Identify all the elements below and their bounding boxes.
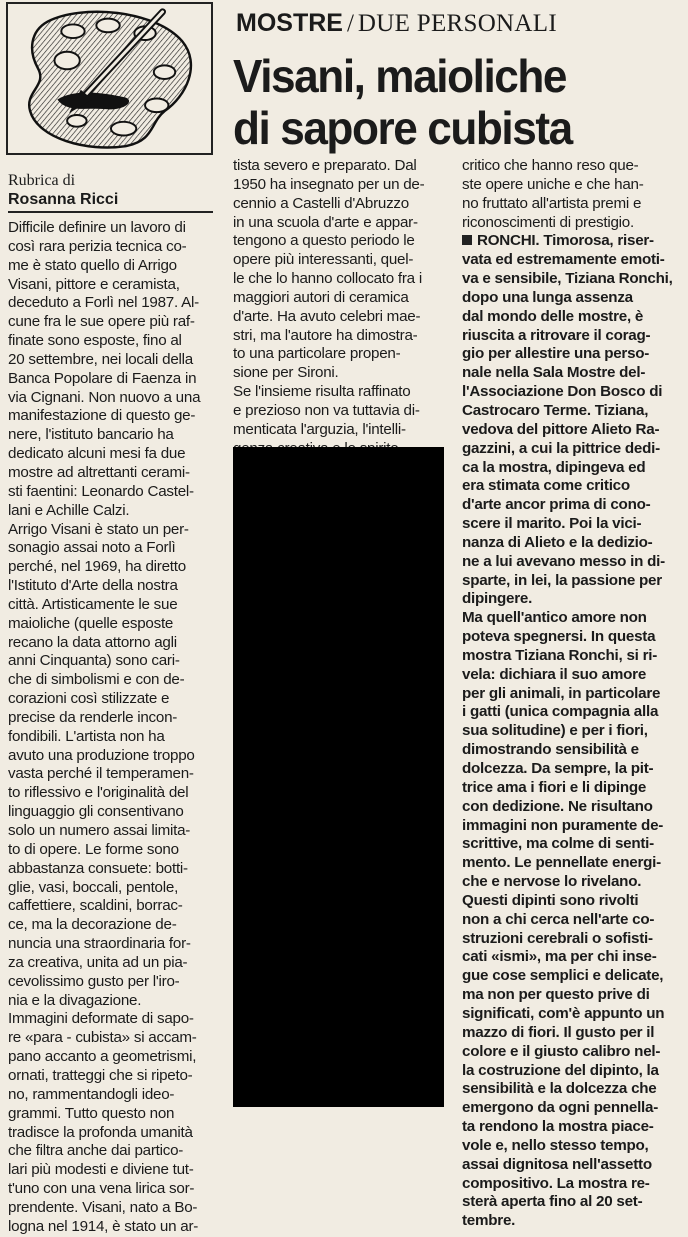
text-line: cati «ismi», ma per chi inse-: [462, 948, 657, 966]
text-line: caffettiere, scaldini, borrac-: [8, 897, 183, 915]
text-line: to riflessivo e l'originalità del: [8, 784, 189, 802]
text-line: anni Cinquanta) sono cari-: [8, 652, 180, 670]
headline-line-2: di sapore cubista: [233, 102, 572, 154]
text-line: Ma quell'antico amore non: [462, 609, 647, 627]
text-line: t'uno con una vena lirica sor-: [8, 1180, 195, 1198]
text-line: nia e la divagazione.: [8, 991, 142, 1009]
text-line: corazioni così stilizzate e: [8, 690, 170, 708]
text-line: maggiori autori di ceramica: [233, 288, 409, 306]
text-line: con dedizione. Ne risultano: [462, 797, 653, 815]
text-line: riconoscimenti di prestigio.: [462, 213, 634, 231]
text-line: ornati, tratteggi che si ripeto-: [8, 1066, 193, 1084]
painter-palette-icon: [8, 4, 211, 153]
text-line: ta rendono la mostra piace-: [462, 1118, 654, 1136]
text-line: re «para - cubista» si accam-: [8, 1029, 197, 1047]
text-line: dipingere.: [462, 590, 533, 608]
text-line: riuscita a ritrovare il corag-: [462, 326, 651, 344]
text-line: la costruzione del dipinto, la: [462, 1061, 659, 1079]
text-line: significati, com'è appunto un: [462, 1004, 665, 1022]
text-line: sua solitudine) e per i fiori,: [462, 722, 648, 740]
text-line: l'Associazione Don Bosco di: [462, 383, 663, 401]
column-logo: [6, 2, 213, 155]
byline-author: Rosanna Ricci: [8, 191, 119, 208]
text-line: vata ed estremamente emoti-: [462, 251, 665, 269]
text-line: Arrigo Visani è stato un per-: [8, 520, 189, 538]
text-line: colore e il giusto calibro nel-: [462, 1042, 661, 1060]
article-column-3: [462, 157, 682, 1231]
text-line: sensibilità e la dolcezza che: [462, 1080, 657, 1098]
headline-line-1: Visani, maioliche: [233, 50, 567, 102]
redacted-block: [233, 447, 444, 1107]
text-line: dal mondo delle mostre, è: [462, 307, 644, 325]
text-line: cune fra le sue opere più raf-: [8, 313, 195, 331]
text-line: Difficile definire un lavoro di: [8, 219, 186, 236]
text-line: manifestazione di questo ge-: [8, 407, 196, 425]
text-line: tradisce la profonda umanità: [8, 1123, 193, 1141]
text-line: sonagio assai noto a Forlì: [8, 539, 176, 557]
text-line: assai dignitosa nell'assetto: [462, 1155, 652, 1173]
text-line: mazzo di fiori. Il gusto per il: [462, 1023, 655, 1041]
text-line: logna nel 1914, è stato un ar-: [8, 1217, 199, 1235]
text-line: recano la data attorno agli: [8, 633, 177, 651]
text-line: gazzini, a cui la pittrice dedi-: [462, 439, 660, 457]
byline-divider: [8, 211, 213, 213]
text-line: sparte, in lei, la passione per: [462, 571, 662, 589]
kicker-separator: /: [346, 10, 354, 37]
text-line: lani e Achille Calzi.: [8, 501, 130, 519]
text-line: nanza di Alieto e la dedizio-: [462, 533, 653, 551]
topic-label: DUE PERSONALI: [357, 10, 557, 37]
text-line: 20 settembre, nei locali della: [8, 350, 193, 368]
text-line: maioliche (quelle esposte: [8, 614, 174, 632]
text-line: che filtra anche dai partico-: [8, 1142, 184, 1160]
text-line: Questi dipinti sono rivolti: [462, 891, 639, 909]
text-line: vedova del pittore Alieto Ra-: [462, 420, 660, 438]
text-line: dedicato alcuni mesi fa due: [8, 445, 186, 463]
text-line: nale nella Sala Mostre del-: [462, 364, 646, 382]
text-line: lari più modesti e diviene tut-: [8, 1161, 194, 1179]
text-line: opere più interessanti, quel-: [233, 251, 414, 269]
text-line: mostra Tiziana Ronchi, si ri-: [462, 646, 658, 664]
text-line: e prezioso non va tuttavia di-: [233, 401, 420, 419]
text-line: vasta perché il temperamen-: [8, 765, 194, 783]
text-line: prendente. Visani, nato a Bo-: [8, 1198, 198, 1216]
section-lead: RONCHI.: [477, 232, 540, 250]
text-line: no, rammentandogli ideo-: [8, 1085, 175, 1103]
text-line: deceduto a Forlì nel 1987. Al-: [8, 294, 199, 312]
text-line: compositivo. La mostra re-: [462, 1174, 650, 1192]
text-line: solo un numero assai limita-: [8, 822, 191, 839]
text-line: avuto una produzione troppo: [8, 746, 195, 764]
text-line: sterà aperta fino al 20 set-: [462, 1193, 643, 1211]
square-bullet-icon: [462, 235, 472, 245]
text-line: via Cignani. Non nuovo a una: [8, 388, 201, 406]
text-line: grammi. Tutto questo non: [8, 1104, 175, 1122]
text-line: za creativa, unita ad un pia-: [8, 953, 188, 971]
text-line: finate sono esposte, fino al: [8, 332, 182, 350]
text-line: dopo una lunga assenza: [462, 288, 633, 306]
text-line: in una scuola d'arte e appar-: [233, 213, 418, 231]
text-line: glie, vasi, boccali, pentole,: [8, 878, 179, 896]
text-line: nere, l'istituto bancario ha: [8, 426, 174, 444]
text-line: ste opere uniche e che han-: [462, 175, 644, 193]
text-line: to una particolare propen-: [233, 345, 401, 363]
text-line: no fruttato all'artista premi e: [462, 194, 642, 212]
text-line: Banca Popolare di Faenza in: [8, 369, 197, 387]
text-line: che e nervose lo rivelano.: [462, 873, 642, 891]
text-line: vela: dichiara il suo amore: [462, 665, 647, 683]
text-line: immagini non puramente de-: [462, 816, 664, 834]
text-line: abbastanza consuete: botti-: [8, 859, 188, 877]
text-line: dolcezza. Da sempre, la pit-: [462, 760, 654, 777]
text-line: ca la mostra, dipingeva ed: [462, 458, 646, 476]
text-line: d'arte. Ha avuto celebri mae-: [233, 307, 421, 325]
text-line: cevolissimo gusto per l'iro-: [8, 972, 180, 990]
text-line: linguaggio gli consentivano: [8, 803, 184, 821]
text-line: [462, 232, 682, 251]
text-line: città. Artisticamente le sue: [8, 595, 178, 613]
text-line: me è stato quello di Arrigo: [8, 256, 177, 274]
text-line: era stimata come critico: [462, 477, 630, 495]
text-line: va e sensibile, Tiziana Ronchi,: [462, 270, 673, 288]
text-line: i gatti (unica compagnia alla: [462, 703, 659, 721]
text-line: critico che hanno reso que-: [462, 157, 639, 174]
text-line: nuncia una straordinaria for-: [8, 935, 191, 953]
text-line: Immagini deformate di sapo-: [8, 1010, 194, 1028]
article-headline: [233, 50, 655, 154]
text-line: le che lo hanno collocato fra i: [233, 270, 422, 288]
text-line: dimostrando sensibilità e: [462, 741, 639, 759]
byline-label: Rubrica di: [8, 172, 76, 189]
text-line: to di opere. Le forme sono: [8, 840, 179, 858]
text-line: gue cose semplici e delicate,: [462, 967, 664, 985]
text-line: stri, ma l'autore ha dimostra-: [233, 326, 418, 344]
article-column-2: [233, 157, 448, 459]
text-line: precise da renderle incon-: [8, 708, 178, 726]
text-line: ce, ma la decorazione de-: [8, 916, 177, 934]
section-kicker: [236, 8, 676, 39]
text-line: Se l'insieme risulta raffinato: [233, 383, 411, 401]
text-line: Visani, pittore e ceramista,: [8, 275, 180, 293]
text-line: per gli animali, in particolare: [462, 684, 661, 702]
text-line: l'Istituto d'Arte della nostra: [8, 577, 178, 595]
text-line: struzioni cerebrali o sofisti-: [462, 929, 653, 947]
text-line: sti faentini: Leonardo Castel-: [8, 482, 194, 500]
text-line: scere il marito. Poi la vici-: [462, 515, 642, 533]
text-line: non a chi cerca nell'arte co-: [462, 910, 655, 928]
text-line: Castrocaro Terme. Tiziana,: [462, 401, 649, 419]
lead-line-rest: Timorosa, riser-: [539, 232, 654, 250]
text-line: mento. Le pennellate energi-: [462, 854, 661, 872]
text-line: 1950 ha insegnato per un de-: [233, 175, 425, 193]
text-line: scrittive, ma colme di senti-: [462, 835, 654, 853]
text-line: d'arte ancor prima di cono-: [462, 496, 651, 514]
text-line: tengono a questo periodo le: [233, 232, 415, 250]
text-line: pano accanto a geometrismi,: [8, 1048, 197, 1066]
text-line: poteva spegnersi. In questa: [462, 628, 656, 646]
text-line: emergono da ogni pennella-: [462, 1099, 659, 1117]
text-line: tista severo e preparato. Dal: [233, 157, 417, 174]
text-line: sione per Sironi.: [233, 364, 339, 382]
text-line: gio per allestire una perso-: [462, 345, 650, 363]
text-line: tembre.: [462, 1212, 516, 1230]
text-line: fondibili. L'artista non ha: [8, 727, 165, 745]
text-line: così rara perizia tecnica co-: [8, 237, 187, 255]
text-line: menticata l'arguzia, l'intelli-: [233, 420, 406, 438]
article-column-1: [8, 219, 218, 1237]
text-line: ma non per questo prive di: [462, 986, 650, 1004]
text-line: vole e, nello stesso tempo,: [462, 1136, 649, 1154]
text-line: trice ama i fiori e li dipinge: [462, 778, 647, 796]
text-line: cennio a Castelli d'Abruzzo: [233, 194, 409, 212]
text-line: perché, nel 1969, ha diretto: [8, 558, 186, 576]
text-line: mostre ad altrettanti cerami-: [8, 463, 190, 481]
text-line: ne a lui avevano messo in di-: [462, 552, 665, 570]
section-label: MOSTRE: [236, 9, 343, 37]
text-line: che di simbolismi e con de-: [8, 671, 185, 689]
